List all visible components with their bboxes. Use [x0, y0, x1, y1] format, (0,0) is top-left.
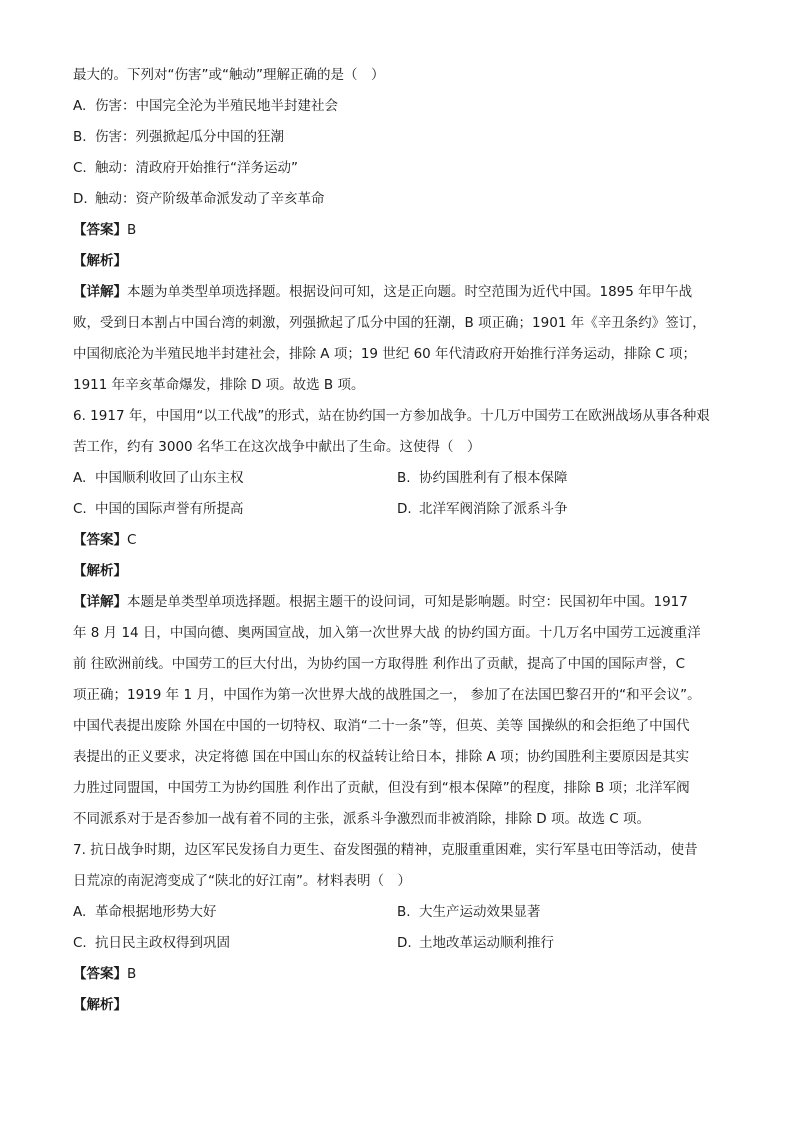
q6-option-c[interactable]: C. 中国的国际声誉有所提高: [73, 501, 244, 517]
detail-tag: 【详解】: [73, 284, 127, 300]
q7-answer: [73, 959, 723, 990]
q6-detail-line-5: 中国代表提出废除 外国在中国的一切特权、取消“二十一条”等，但英、美等 国操纵的和会拒绝了中国代: [73, 718, 690, 734]
q6-analysis-tag: 【解析】: [73, 563, 127, 579]
q5-detail-line-3: 中国彻底沦为半殖民地半封建社会，排除 A 项；19 世纪 60 年代清政府开始推行洋务运动，排除 C 项；: [73, 346, 697, 362]
q7-stem-line-1: 7. 抗日战争时期，边区军民发扬自力更生、奋发图强的精神，克服重重困难，实行军垦屯田等活动，使昔: [73, 842, 698, 858]
q6-options-row-2: [73, 494, 723, 525]
q6-option-d[interactable]: D. 北洋军阀消除了派系斗争: [397, 501, 568, 517]
q7-option-c[interactable]: C. 抗日民主政权得到巩固: [73, 935, 230, 951]
q7-stem-line-2: 日荒凉的南泥湾变成了“陕北的好江南”。材料表明（ ）: [73, 873, 411, 889]
q5-option-d[interactable]: D. 触动：资产阶级革命派发动了辛亥革命: [73, 191, 325, 207]
q5-option-b[interactable]: B. 伤害：列强掀起瓜分中国的狂潮: [73, 129, 284, 145]
answer-tag: 【答案】: [73, 532, 127, 548]
q5-detail-line-4: 1911 年辛亥革命爆发，排除 D 项。故选 B 项。: [73, 377, 365, 393]
q7-option-a[interactable]: A. 革命根据地形势大好: [73, 904, 217, 920]
q5-detail-line-2: 败，受到日本割占中国台湾的刺激，列强掀起了瓜分中国的狂潮，B 项正确；1901 年《辛丑条约》签订，: [73, 315, 706, 331]
answer-tag: 【答案】: [73, 966, 127, 982]
q6-options-row-1: [73, 463, 723, 494]
q6-option-b[interactable]: B. 协约国胜利有了根本保障: [397, 470, 568, 486]
q7-options-row-1: [73, 897, 723, 928]
answer-value: C: [127, 532, 137, 548]
q7-analysis-tag: 【解析】: [73, 997, 127, 1013]
q7-option-b[interactable]: B. 大生产运动效果显著: [397, 904, 541, 920]
q5-option-a[interactable]: A. 伤害：中国完全沦为半殖民地半封建社会: [73, 98, 338, 114]
q6-detail-line-1: 【详解】本题是单类型单项选择题。根据主题干的设问词，可知是影响题。时空：民国初年中国。1917: [73, 594, 688, 610]
q7-options-row-2: [73, 928, 723, 959]
q6-detail-line-3: 前 往欧洲前线。中国劳工的巨大付出，为协约国一方取得胜 利作出了贡献，提高了中国的国际声誉，C: [73, 656, 686, 672]
q6-detail-line-2: 年 8 月 14 日，中国向德、奥两国宣战，加入第一次世界大战 的协约国方面。十几万名中国劳工远渡重洋: [73, 625, 701, 641]
answer-value: B: [127, 222, 137, 238]
q6-option-a[interactable]: A. 中国顺利收回了山东主权: [73, 470, 244, 486]
q5-detail-line-1: 【详解】本题为单类型单项选择题。根据设问可知，这是正向题。时空范围为近代中国。1895 年甲午战: [73, 284, 693, 300]
q6-stem-line-2: 苦工作，约有 3000 名华工在这次战争中献出了生命。这使得（ ）: [73, 439, 481, 455]
q6-detail-line-6: 表提出的正义要求，决定将德 国在中国山东的权益转让给日本，排除 A 项；协约国胜利主要原因是其实: [73, 749, 690, 765]
answer-value: B: [127, 966, 137, 982]
q5-answer: [73, 215, 723, 246]
detail-tag: 【详解】: [73, 594, 127, 610]
q6-detail-line-4: 项正确；1919 年 1 月，中国作为第一次世界大战的战胜国之一， 参加了在法国巴黎召开的“和平会议”。: [73, 687, 701, 703]
q5-stem-tail: 最大的。下列对“伤害”或“触动”理解正确的是（ ）: [73, 67, 385, 83]
answer-tag: 【答案】: [73, 222, 127, 238]
q6-detail-line-7: 力胜过同盟国，中国劳工为协约国胜 利作出了贡献，但没有到“根本保障”的程度，排除 B 项；北洋军阀: [73, 780, 690, 796]
q6-detail-line-8: 不同派系对于是否参加一战有着不同的主张，派系斗争激烈而非被消除，排除 D 项。故选 C 项。: [73, 811, 650, 827]
q7-option-d[interactable]: D. 土地改革运动顺利推行: [397, 935, 554, 951]
q5-option-c[interactable]: C. 触动：清政府开始推行“洋务运动”: [73, 160, 298, 176]
q6-answer: [73, 525, 723, 556]
q6-stem-line-1: 6. 1917 年，中国用“以工代战”的形式，站在协约国一方参加战争。十几万中国劳工在欧洲战场从事各种艰: [73, 408, 710, 424]
q5-analysis-tag: 【解析】: [73, 253, 127, 269]
page-content: [73, 60, 723, 1021]
